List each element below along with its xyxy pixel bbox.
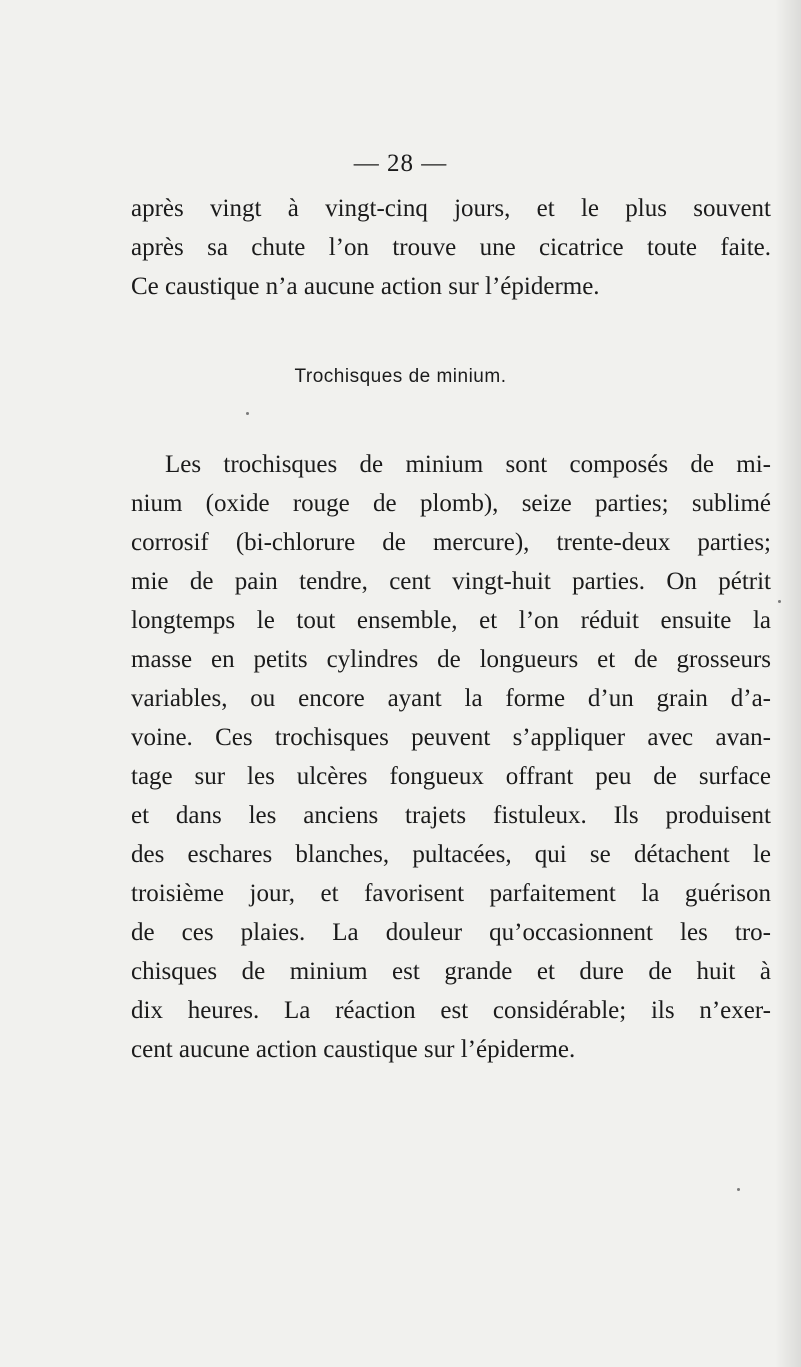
text-line: après sa chute l’on trouve une cicatrice toute faite.	[131, 234, 771, 261]
page-number: — 28 —	[353, 150, 448, 177]
text-line: tage sur les ulcères fongueux offrant peu de surface	[131, 763, 771, 790]
section-heading: Trochisques de minium.	[294, 366, 507, 387]
paper-speck	[737, 1188, 740, 1191]
text-line: dix heures. La réaction est considérable; ils n’exer-	[131, 997, 771, 1024]
text-line: troisième jour, et favorisent parfaitement la guérison	[131, 880, 771, 907]
text-line: nium (oxide rouge de plomb), seize parties; sublimé	[131, 490, 771, 517]
text-line: variables, ou encore ayant la forme d’un grain d’a-	[131, 685, 771, 712]
text-line: chisques de minium est grande et dure de huit à	[131, 958, 771, 985]
text-line: Les trochisques de minium sont composés de mi-	[165, 451, 771, 478]
paper-speck	[778, 600, 781, 603]
text-line: cent aucune action caustique sur l’épiderme.	[131, 1036, 576, 1063]
text-line: corrosif (bi-chlorure de mercure), trente-deux parties;	[131, 529, 771, 556]
text-line: masse en petits cylindres de longueurs et de grosseurs	[131, 646, 771, 673]
text-line: longtemps le tout ensemble, et l’on réduit ensuite la	[131, 607, 771, 634]
text-line: de ces plaies. La douleur qu’occasionnent les tro-	[131, 919, 771, 946]
text-line: des eschares blanches, pultacées, qui se détachent le	[131, 841, 771, 868]
text-line: voine. Ces trochisques peuvent s’appliquer avec avan-	[131, 724, 771, 751]
paper-speck	[246, 412, 249, 415]
text-line: et dans les anciens trajets fistuleux. Ils produisent	[131, 802, 771, 829]
page-edge-shadow	[775, 0, 801, 1367]
text-line: mie de pain tendre, cent vingt-huit parties. On pétrit	[131, 568, 771, 595]
text-line: après vingt à vingt-cinq jours, et le plus souvent	[131, 195, 771, 222]
text-line: Ce caustique n’a aucune action sur l’épiderme.	[131, 273, 600, 300]
